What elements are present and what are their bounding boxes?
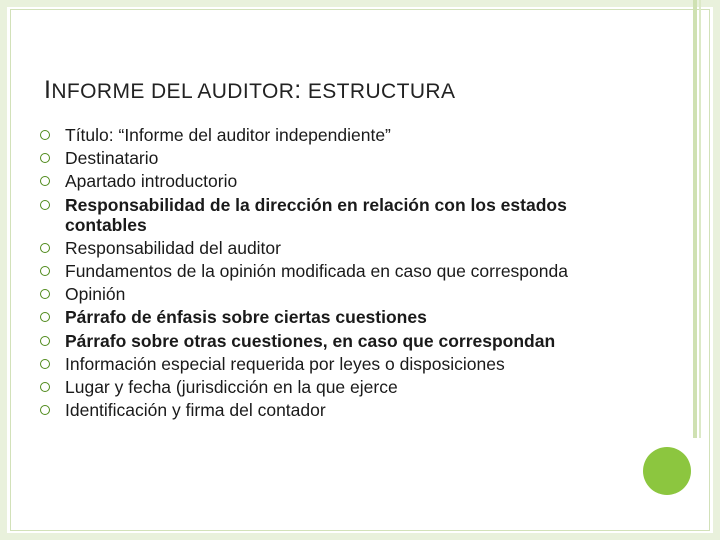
list-item-text: Destinatario <box>65 148 159 169</box>
list-item <box>40 377 580 397</box>
list-item <box>40 148 580 168</box>
decorative-green-circle <box>643 447 691 495</box>
title-colon: : <box>294 76 302 104</box>
decorative-vertical-line <box>693 0 697 438</box>
list-item-text: Responsabilidad del auditor <box>65 237 281 258</box>
circle-bullet-icon <box>40 312 50 322</box>
circle-bullet-icon <box>40 289 50 299</box>
list-item <box>40 284 580 304</box>
circle-bullet-icon <box>40 405 50 415</box>
list-item-text: Opinión <box>65 284 126 305</box>
list-item-text: Párrafo de énfasis sobre ciertas cuestiones <box>65 307 427 328</box>
circle-bullet-icon <box>40 130 50 140</box>
list-item <box>40 354 580 374</box>
list-item <box>40 238 580 258</box>
slide-title <box>44 76 455 105</box>
list-item <box>40 307 580 327</box>
list-item-text: Identificación y firma del contador <box>65 400 326 421</box>
list-item <box>40 195 580 235</box>
circle-bullet-icon <box>40 336 50 346</box>
circle-bullet-icon <box>40 359 50 369</box>
bullet-list <box>40 125 580 423</box>
circle-bullet-icon <box>40 243 50 253</box>
circle-bullet-icon <box>40 153 50 163</box>
title-initial: I <box>44 76 52 104</box>
circle-bullet-icon <box>40 266 50 276</box>
list-item-text: Fundamentos de la opinión modificada en caso que corresponda <box>65 260 568 281</box>
decorative-vertical-line-thin <box>699 0 701 438</box>
list-item-text: Lugar y fecha (jurisdicción en la que ejerce <box>65 376 398 397</box>
title-main: NFORME DEL AUDITOR <box>51 80 295 103</box>
list-item <box>40 331 580 351</box>
list-item-text: Información especial requerida por leyes o disposiciones <box>65 353 505 374</box>
list-item <box>40 171 580 191</box>
list-item <box>40 400 580 420</box>
circle-bullet-icon <box>40 200 50 210</box>
list-item-text: Apartado introductorio <box>65 171 238 192</box>
title-subtitle: ESTRUCTURA <box>301 80 456 103</box>
list-item-text: Responsabilidad de la dirección en relación con los estados contables <box>65 194 567 235</box>
list-item <box>40 125 580 145</box>
circle-bullet-icon <box>40 382 50 392</box>
list-item-text: Título: “Informe del auditor independiente” <box>65 125 391 145</box>
list-item-text: Párrafo sobre otras cuestiones, en caso que correspondan <box>65 330 556 351</box>
list-item <box>40 261 580 281</box>
circle-bullet-icon <box>40 176 50 186</box>
